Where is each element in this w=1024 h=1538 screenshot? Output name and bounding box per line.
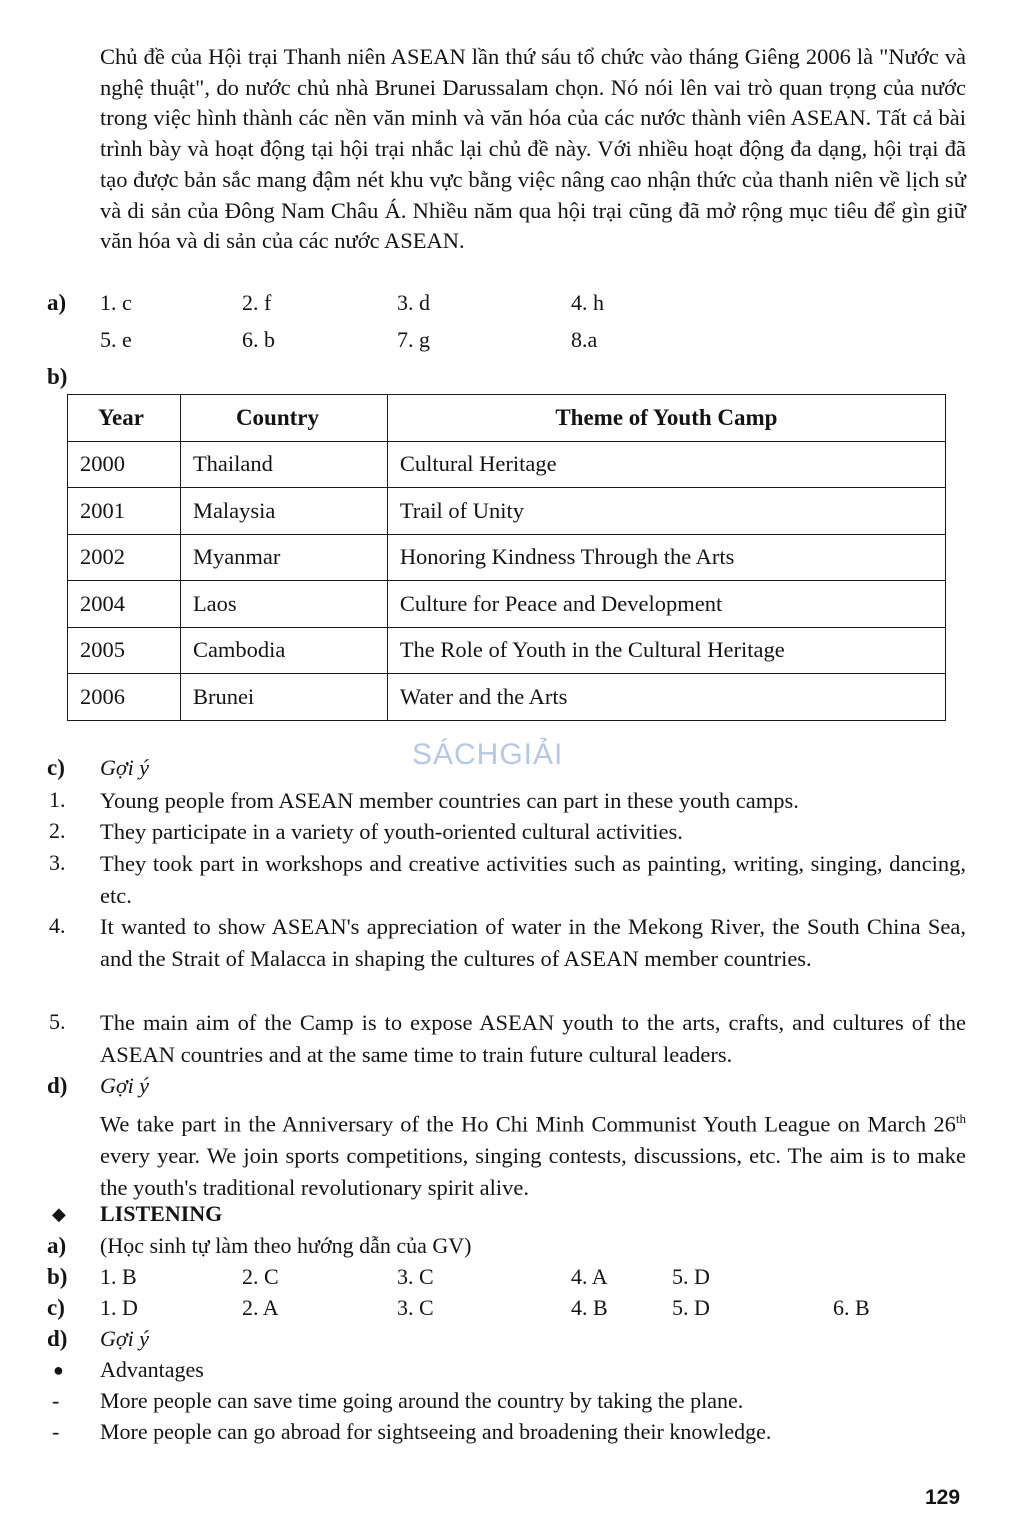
advantages-heading: Advantages	[100, 1357, 204, 1382]
table-row	[68, 534, 946, 581]
table-row	[68, 627, 946, 674]
cell-theme: Water and the Arts	[387, 674, 945, 721]
listening-a-label: a)	[47, 1233, 67, 1258]
item-number: 4.	[49, 913, 66, 938]
answer-a-7: 7. g	[397, 327, 430, 352]
cell-country: Myanmar	[180, 534, 387, 581]
listening-d-label: d)	[47, 1326, 68, 1351]
listening-c-answer-1: 1. D	[100, 1295, 138, 1320]
listening-b-answer-4: 4. A	[571, 1264, 608, 1289]
header-theme: Theme of Youth Camp	[387, 395, 945, 442]
listening-b-answer-5: 5. D	[672, 1264, 710, 1289]
item-number: 3.	[49, 850, 66, 875]
section-c-label: c)	[47, 755, 65, 780]
cell-theme: Culture for Peace and Development	[387, 581, 945, 628]
cell-year: 2004	[68, 581, 181, 628]
cell-year: 2002	[68, 534, 181, 581]
listening-d-hint: Gợi ý	[100, 1326, 150, 1351]
table-header-row	[68, 395, 946, 442]
table-row	[68, 441, 946, 488]
item-number: 2.	[49, 818, 66, 843]
answer-a-5: 5. e	[100, 327, 132, 352]
dot-bullet-icon: ●	[53, 1360, 64, 1380]
answer-a-3: 3. d	[397, 290, 430, 315]
list-item: They took part in workshops and creative activities such as painting, writing, singing, dancing, etc.	[100, 851, 966, 908]
cell-theme: Cultural Heritage	[387, 441, 945, 488]
table-row	[68, 674, 946, 721]
cell-theme: The Role of Youth in the Cultural Heritage	[387, 627, 945, 674]
list-item: Young people from ASEAN member countries can part in these youth camps.	[100, 788, 799, 813]
section-d-paragraph	[100, 1103, 966, 1203]
cell-theme: Honoring Kindness Through the Arts	[387, 534, 945, 581]
cell-theme: Trail of Unity	[387, 488, 945, 535]
listening-c-answer-5: 5. D	[672, 1295, 710, 1320]
section-d-label: d)	[47, 1073, 68, 1098]
listening-a-text: (Học sinh tự làm theo hướng dẫn của GV)	[100, 1233, 472, 1258]
answer-a-6: 6. b	[242, 327, 275, 352]
list-item: It wanted to show ASEAN's appreciation of water in the Mekong River, the South China Sea, and the Strait of Malacca in shaping the cultures of ASEAN member countries.	[100, 914, 966, 971]
item-number: 5.	[49, 1009, 66, 1034]
cell-year: 2001	[68, 488, 181, 535]
section-d-text-after: every year. We join sports competitions, singing contests, discussions, etc. The aim is to make the youth's traditional revolutionary spirit alive.	[100, 1143, 966, 1200]
listening-c-answer-3: 3. C	[397, 1295, 434, 1320]
dash-bullet: -	[52, 1388, 60, 1413]
answer-a-8: 8.a	[571, 327, 598, 352]
advantage-point: More people can go abroad for sightseeing and broadening their knowledge.	[100, 1419, 772, 1444]
advantage-point: More people can save time going around the country by taking the plane.	[100, 1388, 744, 1413]
listening-c-answer-2: 2. A	[242, 1295, 279, 1320]
intro-paragraph: Chủ đề của Hội trại Thanh niên ASEAN lần thứ sáu tổ chức vào tháng Giêng 2006 là "Nước và nghệ thuật", do nước chủ nhà Brunei Darussalam chọn. Nó nói lên vai trò quan trọng của nước trong việc hình thành các nền văn minh và văn hóa của các nước thành viên ASEAN. Tất cả bài trình bày và hoạt động tại hội trại nhắc lại chủ đề này. Với nhiều hoạt động đa dạng, hội trại đã tạo được bản sắc mang đậm nét khu vực bằng việc nâng cao nhận thức của thanh niên về lịch sử và di sản của Đông Nam Châu Á. Nhiều năm qua hội trại cũng đã mở rộng mục tiêu để gìn giữ văn hóa và di sản của các nước ASEAN.	[100, 44, 966, 254]
listening-b-label: b)	[47, 1264, 68, 1289]
page-number: 129	[925, 1486, 961, 1509]
cell-country: Thailand	[180, 441, 387, 488]
listening-c-answer-4: 4. B	[571, 1295, 608, 1320]
listening-b-answer-3: 3. C	[397, 1264, 434, 1289]
answer-a-4: 4. h	[571, 290, 604, 315]
section-d-text-before: We take part in the Anniversary of the Ho Chi Minh Communist Youth League on March 26	[100, 1111, 956, 1137]
header-country: Country	[180, 395, 387, 442]
header-year: Year	[68, 395, 181, 442]
dash-bullet: -	[52, 1419, 60, 1444]
cell-country: Laos	[180, 581, 387, 628]
section-d-superscript: th	[955, 1111, 966, 1126]
section-d-hint: Gợi ý	[100, 1073, 150, 1098]
list-item: They participate in a variety of youth-oriented cultural activities.	[100, 819, 683, 844]
table-row	[68, 488, 946, 535]
section-a-label: a)	[47, 290, 67, 315]
list-item: The main aim of the Camp is to expose ASEAN youth to the arts, crafts, and cultures of the ASEAN countries and at the same time to train future cultural leaders.	[100, 1010, 966, 1067]
answer-a-2: 2. f	[242, 290, 272, 315]
listening-heading: LISTENING	[100, 1201, 223, 1226]
section-b-label: b)	[47, 364, 68, 389]
diamond-bullet-icon: ◆	[52, 1204, 66, 1224]
listening-c-answer-6: 6. B	[833, 1295, 870, 1320]
section-c-hint: Gợi ý	[100, 755, 150, 780]
item-number: 1.	[49, 787, 66, 812]
listening-b-answer-1: 1. B	[100, 1264, 137, 1289]
answer-a-1: 1. c	[100, 290, 132, 315]
table-row	[68, 581, 946, 628]
cell-year: 2006	[68, 674, 181, 721]
cell-country: Malaysia	[180, 488, 387, 535]
youth-camp-table	[67, 394, 946, 721]
cell-year: 2000	[68, 441, 181, 488]
cell-year: 2005	[68, 627, 181, 674]
listening-c-label: c)	[47, 1295, 65, 1320]
cell-country: Cambodia	[180, 627, 387, 674]
watermark-logo: SÁCHGIẢI	[412, 738, 564, 771]
listening-b-answer-2: 2. C	[242, 1264, 279, 1289]
cell-country: Brunei	[180, 674, 387, 721]
